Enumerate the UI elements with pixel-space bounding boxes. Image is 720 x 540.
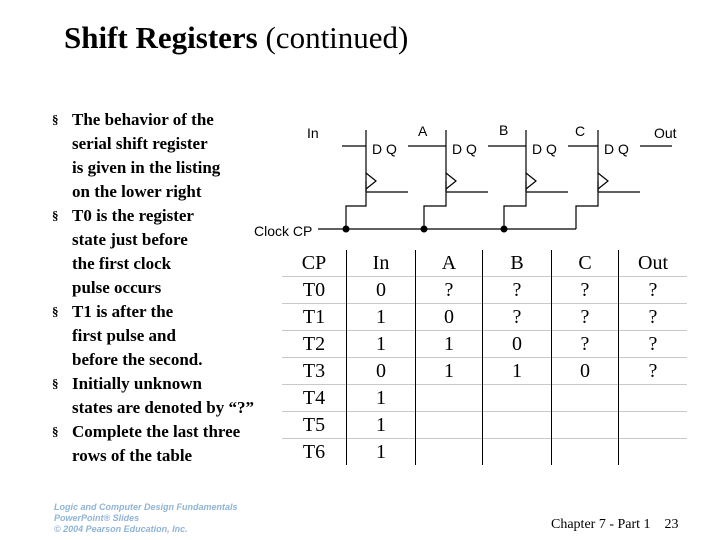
table-header-cell: CP: [301, 251, 327, 274]
table-cell: 0: [347, 277, 416, 304]
table-cell: 0: [483, 331, 552, 358]
bullet-line: states are denoted by “?”: [72, 398, 254, 417]
bullet-item: [52, 300, 312, 372]
table-cell: 0: [552, 358, 619, 385]
bullet-line: T1 is after the: [72, 302, 174, 321]
table-header-cell: C: [552, 250, 619, 277]
table-header-row: [282, 250, 687, 277]
clock-branch-3: [504, 181, 526, 229]
bullet-marker: §: [52, 376, 59, 391]
clock-branch-4: [576, 181, 598, 229]
table-cell: 1: [347, 412, 416, 439]
clock-branch-2: [424, 181, 446, 229]
table-cell: [619, 412, 688, 439]
ff1-label: D Q: [372, 141, 397, 157]
page-number: 23: [664, 517, 679, 532]
table-cell: [483, 412, 552, 439]
bullet-line: first pulse and: [72, 326, 176, 345]
logo-line: © 2004 Pearson Education, Inc.: [54, 524, 188, 534]
bullet-line: is given in the listing: [72, 158, 221, 177]
bullet-line: serial shift register: [72, 134, 208, 153]
flip-flop-2: [446, 130, 488, 192]
bullet-item: [52, 372, 312, 420]
table-cell: [619, 439, 688, 466]
bullet-line: state just before: [72, 230, 188, 249]
ff3-label: D Q: [532, 141, 557, 157]
table-header-cell: In: [347, 250, 416, 277]
bullet-line: Complete the last three: [72, 422, 241, 441]
bullet-line: rows of the table: [72, 446, 193, 465]
node-b-label: B: [499, 122, 509, 138]
table-row: [282, 385, 687, 412]
table-cell: 1: [416, 358, 483, 385]
node-c-label: C: [575, 123, 586, 139]
ff4-label: D Q: [604, 141, 629, 157]
table-row: [282, 412, 687, 439]
table-cell: [552, 439, 619, 466]
table-cell: T6: [282, 439, 347, 466]
flip-flop-4: [598, 130, 640, 192]
table-cell: [416, 385, 483, 412]
table-row: [282, 331, 687, 358]
ff2-label: D Q: [452, 141, 477, 157]
title-bold: Shift Registers: [64, 20, 258, 55]
bullet-marker: §: [52, 208, 59, 223]
table-cell: T3: [282, 358, 347, 385]
table-cell: ?: [619, 358, 688, 385]
table-cell: ?: [619, 304, 688, 331]
node-a-label: A: [418, 123, 428, 139]
table-cell: [416, 412, 483, 439]
table-cell: T4: [282, 385, 347, 412]
clock-junction-3: [501, 226, 508, 233]
table-cell: ?: [416, 277, 483, 304]
table-cell: 1: [483, 358, 552, 385]
bullet-line: Initially unknown: [72, 374, 202, 393]
bullet-line: the first clock: [72, 254, 172, 273]
table-cell: ?: [552, 304, 619, 331]
logo-line: PowerPoint® Slides: [54, 513, 140, 523]
title-rest: (continued): [257, 20, 409, 55]
bullet-line: on the lower right: [72, 182, 202, 201]
bullet-line: The behavior of the: [72, 110, 214, 129]
table-cell: T5: [282, 412, 347, 439]
bullet-marker: §: [52, 304, 59, 319]
table-cell: T0: [282, 277, 347, 304]
table-cell: ?: [483, 304, 552, 331]
table-cell: [552, 385, 619, 412]
flip-flop-1: [366, 130, 408, 192]
table-cell: ?: [619, 331, 688, 358]
table-cell: [483, 385, 552, 412]
table-header-cell: B: [483, 250, 552, 277]
table-header-cell: Out: [619, 250, 688, 277]
table-cell: 1: [347, 304, 416, 331]
table-cell: ?: [552, 277, 619, 304]
bullet-line: T0 is the register: [72, 206, 194, 225]
table-cell: [416, 439, 483, 466]
table-cell: 1: [416, 331, 483, 358]
table-row: [282, 439, 687, 466]
node-out-label: Out: [654, 125, 677, 141]
bullet-item: [52, 420, 312, 468]
clock-branch-1: [346, 181, 366, 229]
table-cell: T1: [282, 304, 347, 331]
table-cell: 1: [347, 331, 416, 358]
table-cell: ?: [483, 277, 552, 304]
table-cell: T2: [282, 331, 347, 358]
clock-junction-2: [421, 226, 428, 233]
bullet-line: pulse occurs: [72, 278, 162, 297]
table-cell: 0: [416, 304, 483, 331]
state-table: [282, 250, 687, 465]
publisher-logo: [54, 502, 238, 535]
logo-line: Logic and Computer Design Fundamentals: [54, 502, 238, 512]
table-row: [282, 304, 687, 331]
table-row: [282, 277, 687, 304]
table-cell: [483, 439, 552, 466]
table-cell: ?: [619, 277, 688, 304]
bullet-marker: §: [52, 112, 59, 127]
table-header-cell: A: [416, 250, 483, 277]
table-cell: [552, 412, 619, 439]
table-cell: ?: [552, 331, 619, 358]
bullet-marker: §: [52, 424, 59, 439]
bullet-line: before the second.: [72, 350, 203, 369]
clock-label: Clock CP: [254, 223, 313, 239]
table-row: [282, 358, 687, 385]
input-label: In: [307, 125, 319, 141]
clock-junction-1: [343, 226, 350, 233]
table-cell: 1: [347, 385, 416, 412]
table-cell: [619, 385, 688, 412]
chapter-label: Chapter 7 - Part 1: [551, 517, 651, 532]
footer: [551, 517, 679, 533]
flip-flop-3: [526, 130, 568, 192]
table-cell: 0: [347, 358, 416, 385]
table-cell: 1: [347, 439, 416, 466]
